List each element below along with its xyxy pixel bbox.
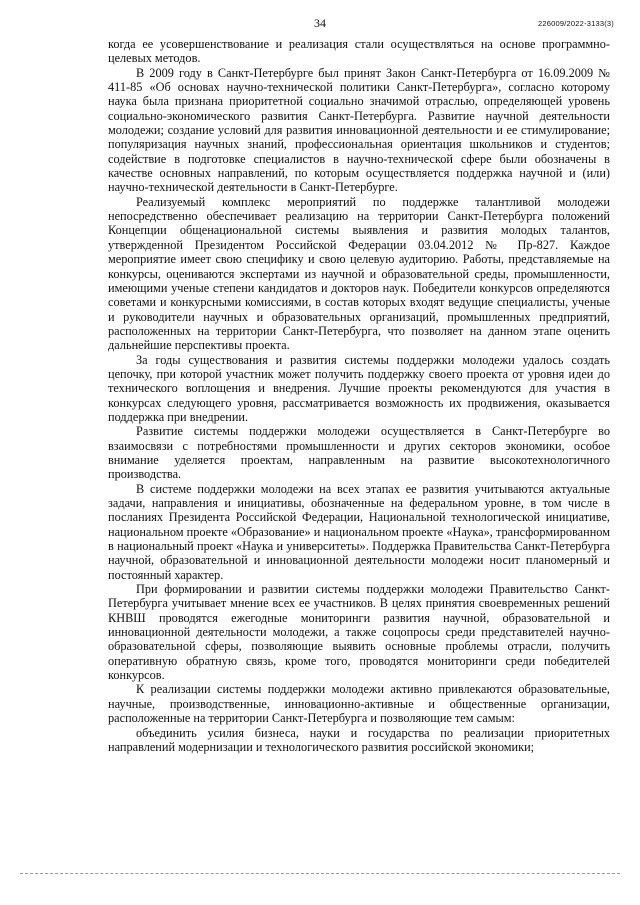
- document-id: 226009/2022-3133(3): [538, 19, 614, 28]
- paragraph: Развитие системы поддержки молодежи осуществляется в Санкт-Петербурге во взаимосвязи с потребностями промышленности и других секторов экономики, особое внимание уделяется проектам, направленным на развитие высокотехнологичного производства.: [108, 424, 610, 482]
- footer-divider: [20, 873, 620, 874]
- paragraph: При формировании и развитии системы поддержки молодежи Правительство Санкт-Петербурга учитывает мнение всех ее участников. В целях принятия своевременных решений КНВШ проводятся ежегодные мониторинги развития научной, образовательной и инновационной деятельности молодежи, а также соцопросы среди представителей научно-образовательной сферы, позволяющие выявить основные проблемы отрасли, получить оперативную обратную связь, кроме того, проводятся мониторинги среди победителей конкурсов.: [108, 582, 610, 683]
- paragraph: За годы существования и развития системы поддержки молодежи удалось создать цепочку, при которой участник может получить поддержку своего проекта от уровня идеи до технического воплощения и внедрения. Лучшие проекты рекомендуются для участия в конкурсах следующего уровня, рассматривается возможность их продвижения, оказывается поддержка при внедрении.: [108, 352, 610, 424]
- paragraph: В 2009 году в Санкт-Петербурге был принят Закон Санкт-Петербурга от 16.09.2009 № 411-85 «Об основах научно-технической политики Санкт-Петербурга», согласно которому наука была признана приоритетной социально значимой отраслью, определяющей уровень социально-экономического развития Санкт-Петербурга. Развитие научной деятельности молодежи; создание условий для развития инновационной деятельности и ее стимулирование; популяризация научных знаний, профессиональная ориентация школьников и студентов; содействие в подготовке специалистов в научно-технической сфере были обозначены в качестве основных направлений, по которым осуществляется поддержка научной и (или) научно-технической деятельности в Санкт-Петербурге.: [108, 65, 610, 195]
- paragraph: Реализуемый комплекс мероприятий по поддержке талантливой молодежи непосредственно обеспечивает реализацию на территории Санкт-Петербурга положений Концепции общенациональной системы выявления и развития молодых талантов, утвержденной Президентом Российской Федерации 03.04.2012 № Пр-827. Каждое мероприятие имеет свою специфику и свою целевую аудиторию. Работы, представляемые на конкурсы, оцениваются экспертами из научной и образовательной среды, промышленности, имеющими ученые степени кандидатов и докторов наук. Победители конкурсов определяются советами и конкурсными комиссиями, в состав которых входят ведущие специалисты, ученые и руководители научных и образовательных организаций, промышленных предприятий, расположенных на территории Санкт-Петербурга, что позволяет на данном этапе оценить дальнейшие перспективы проекта.: [108, 194, 610, 353]
- page-number: 34: [314, 16, 326, 30]
- paragraph: объединить усилия бизнеса, науки и государства по реализации приоритетных направлений модернизации и технологического развития российской экономики;: [108, 725, 610, 754]
- paragraph: К реализации системы поддержки молодежи активно привлекаются образовательные, научные, производственные, инновационно-активные и общественные организации, расположенные на территории Санкт-Петербурга и позволяющие тем самым:: [108, 682, 610, 726]
- paragraph: когда ее усовершенствование и реализация стали осуществляться на основе программно-целевых методов.: [108, 37, 610, 66]
- document-body: [108, 37, 610, 754]
- paragraph: В системе поддержки молодежи на всех этапах ее развития учитываются актуальные задачи, направления и инициативы, обозначенные на федеральном уровне, в том числе в посланиях Президента Российской Федерации, Национальной технологической инициативе, национальном проекте «Образование» и национальном проекте «Наука», трансформированном в национальный проект «Наука и университеты». Поддержка Правительства Санкт-Петербурга научной, образовательной и инновационной деятельности молодежи носит планомерный и постоянный характер.: [108, 481, 610, 582]
